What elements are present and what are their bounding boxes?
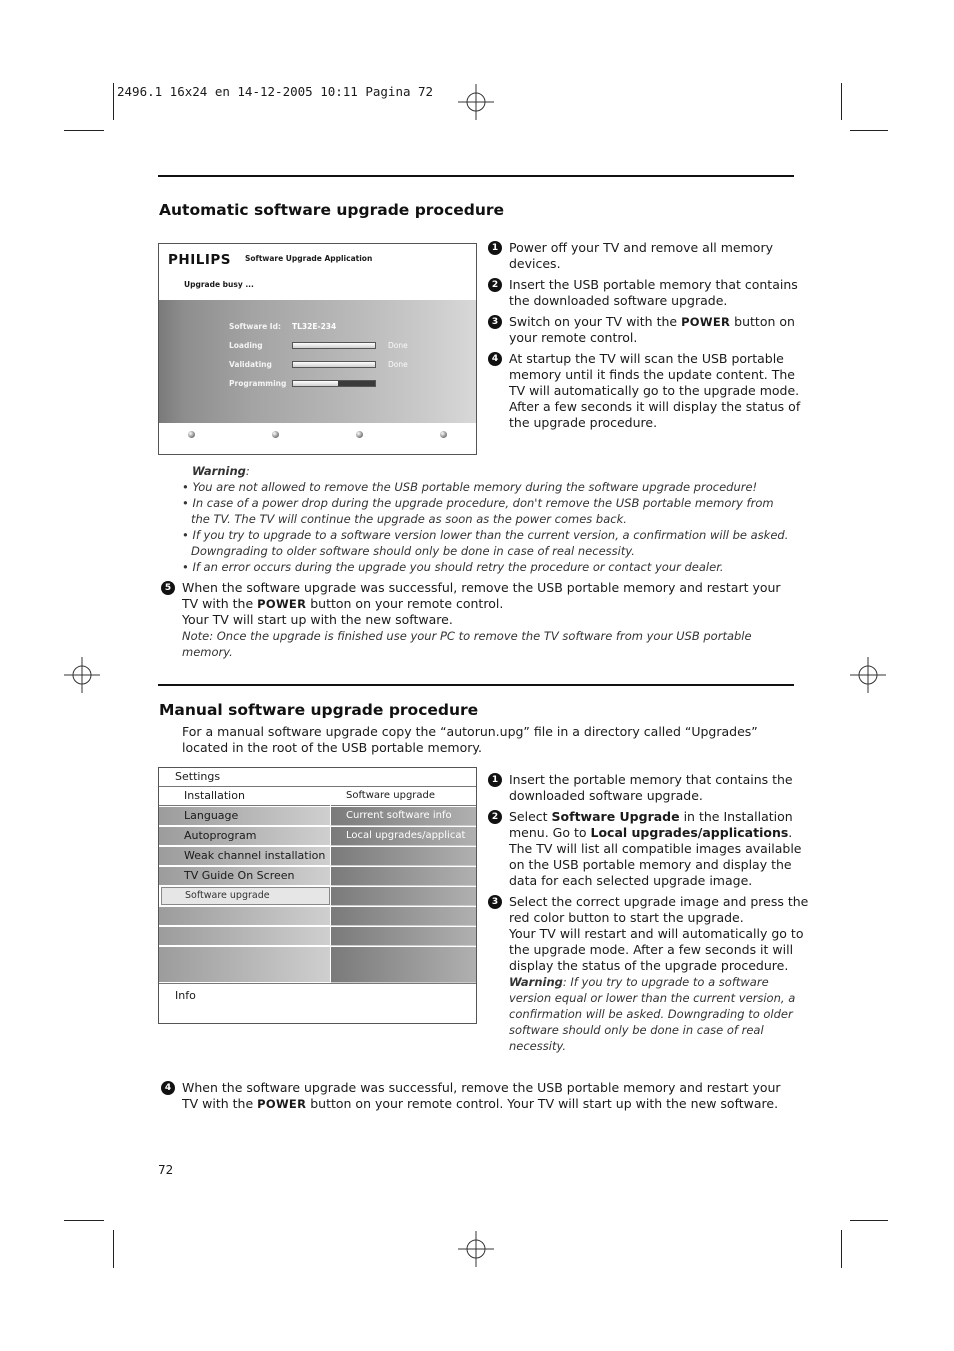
warning-item: • If you try to upgrade to a software version lower than the current version, a confirmation will be asked. Downgrading to older software should only be done in case of real necessity. (182, 528, 789, 558)
status-line: Upgrade busy ... (184, 280, 254, 289)
crop-mark (841, 1230, 842, 1268)
section-title: Manual software upgrade procedure (159, 701, 479, 719)
progress-status: Done (388, 341, 408, 350)
color-key-icon (272, 431, 279, 438)
crop-mark (64, 130, 104, 131)
warning-label: Warning (192, 464, 246, 478)
menu-info-panel: Info (159, 983, 476, 1024)
step: 2 Select Software Upgrade in the Installation menu. Go to Local upgrades/applications. The TV will list all compatible images available on the USB portable memory and display the data for each selected upgrade image. (488, 809, 814, 889)
color-key-icon (440, 431, 447, 438)
note: Note: Once the upgrade is finished use your PC to remove the TV software from your USB portable memory. (182, 629, 752, 659)
crop-mark (850, 130, 888, 131)
step: 2 Insert the USB portable memory that contains the downloaded software upgrade. (488, 277, 809, 309)
submenu-item-empty (331, 887, 476, 906)
submenu-item-current-software-info[interactable]: Current software info (331, 807, 476, 826)
color-key-icon (188, 431, 195, 438)
submenu-item-empty (331, 847, 476, 866)
menu-right-header: Software upgrade (331, 787, 476, 806)
step-number: 4 (488, 352, 502, 366)
submenu-item-empty (331, 927, 476, 946)
step: 4 At startup the TV will scan the USB portable memory until it finds the update content. The TV will automatically go to the upgrade mode. After a few seconds it will display the status of the upgrade procedure. (488, 351, 809, 431)
crop-mark (113, 83, 114, 120)
section-title: Automatic software upgrade procedure (159, 201, 505, 219)
crop-mark (841, 83, 842, 120)
progress-label: Validating (229, 360, 272, 369)
section-divider (158, 684, 794, 686)
submenu-item-empty (331, 907, 476, 926)
step: 5 When the software upgrade was successful, remove the USB portable memory and restart your TV with the POWER button on your remote control. Your TV will start up with the new software. Note: Once the upgrade is finished use your PC to remove the TV software from your USB portable memory. (161, 580, 798, 660)
crop-mark (850, 1220, 888, 1221)
warning-note: Warning: If you try to upgrade to a software version equal or lower than the current version, a confirmation will be asked. Downgrading to older software should only be done in case of real necessity. (509, 975, 796, 1053)
progress-label: Loading (229, 341, 263, 350)
upgrade-screen (158, 243, 477, 455)
step: 4 When the software upgrade was successful, remove the USB portable memory and restart your TV with the POWER button on your remote control. Your TV will start up with the new software. (161, 1080, 798, 1112)
warning-item: • In case of a power drop during the upgrade procedure, don't remove the USB portable memory from the TV. The TV will continue the upgrade as soon as the power comes back. (182, 496, 774, 526)
software-id-label: Software Id: (229, 322, 281, 331)
registration-mark-icon (458, 1231, 494, 1267)
step-number: 2 (488, 810, 502, 824)
color-key-icon (356, 431, 363, 438)
step-number: 3 (488, 895, 502, 909)
menu-item-empty (159, 964, 330, 983)
registration-mark-icon (458, 84, 494, 120)
progress-label: Programming (229, 379, 287, 388)
menu-item-software-upgrade[interactable]: Software upgrade (161, 887, 330, 905)
menu-item-tv-guide[interactable]: TV Guide On Screen (159, 867, 330, 886)
brand-logo: PHILIPS (168, 252, 231, 268)
step: 1 Power off your TV and remove all memory devices. (488, 240, 809, 272)
step-number: 5 (161, 581, 175, 595)
step: 3 Select the correct upgrade image and press the red color button to start the upgrade. Your TV will restart and will automatically go to the upgrade mode. After a few seconds it will display the status of the upgrade procedure. Warning: If you try to upgrade to a software version equal or lower than the current version, a confirmation will be asked. Downgrading to older software should only be done in case of real necessity. (488, 894, 814, 1054)
page-number: 72 (158, 1163, 174, 1177)
menu-item-autoprogram[interactable]: Autoprogram (159, 827, 330, 846)
section-divider (158, 175, 794, 177)
menu-item-empty (159, 927, 330, 946)
menu-item-weak-channel[interactable]: Weak channel installation (159, 847, 330, 866)
app-title: Software Upgrade Application (245, 254, 373, 263)
menu-item-language[interactable]: Language (159, 807, 330, 826)
print-header: 2496.1 16x24 en 14-12-2005 10:11 Pagina 72 (117, 84, 434, 99)
registration-mark-icon (64, 657, 100, 693)
progress-bar (292, 342, 376, 349)
step: 1 Insert the portable memory that contains the downloaded software upgrade. (488, 772, 814, 804)
settings-menu-screen (158, 767, 477, 1024)
submenu-item-empty (331, 964, 476, 983)
menu-item-empty (159, 907, 330, 926)
menu-left-header: Installation (159, 787, 330, 806)
crop-mark (64, 1220, 104, 1221)
submenu-item-empty (331, 867, 476, 886)
progress-panel (159, 300, 476, 423)
menu-topbar: Settings (159, 768, 476, 787)
warning-item: • You are not allowed to remove the USB portable memory during the software upgrade procedure! (182, 480, 758, 494)
step-number: 3 (488, 315, 502, 329)
step-number: 2 (488, 278, 502, 292)
progress-bar (292, 361, 376, 368)
step: 3 Switch on your TV with the POWER button on your remote control. (488, 314, 809, 346)
progress-status: Done (388, 360, 408, 369)
warning-item: • If an error occurs during the upgrade you should retry the procedure or contact your dealer. (182, 560, 724, 574)
submenu-item-local-upgrades[interactable]: Local upgrades/applicat (331, 827, 476, 846)
progress-bar (292, 380, 376, 387)
crop-mark (113, 1230, 114, 1268)
intro-paragraph: For a manual software upgrade copy the “autorun.upg” file in a directory called “Upgrades” located in the root of the USB portable memory. (182, 724, 758, 755)
step-number: 4 (161, 1081, 175, 1095)
warning-block: Warning: • You are not allowed to remove the USB portable memory during the software upgrade procedure! • In case of a power drop during the upgrade procedure, don't remove the USB portable memory from the TV. The TV will continue the upgrade as soon as the power comes back. • If you try to upgrade to a software version lower than the current version, a confirmation will be asked. Downgrading to older software should only be done in case of real necessity. • If an error occurs during the upgrade you should retry the procedure or contact your dealer. (182, 463, 794, 575)
software-id-value: TL32E-234 (292, 322, 337, 331)
step-number: 1 (488, 773, 502, 787)
registration-mark-icon (850, 657, 886, 693)
step-number: 1 (488, 241, 502, 255)
